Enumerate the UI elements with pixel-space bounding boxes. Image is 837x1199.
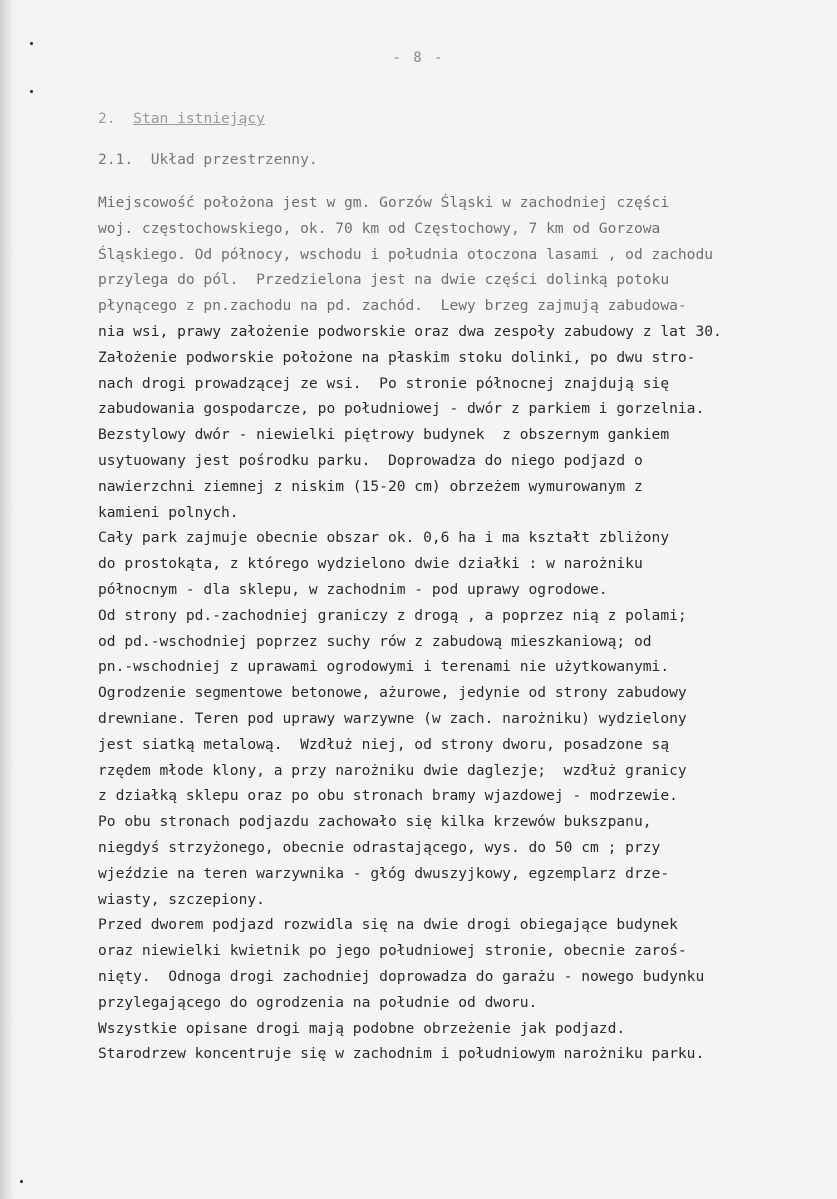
text-line: przylegającego do ogrodzenia na południe od dworu.	[98, 993, 538, 1011]
text-line: Ogrodzenie segmentowe betonowe, ażurowe, jedynie od strony zabudowy	[98, 684, 687, 702]
text-line: Miejscowość położona jest w gm. Gorzów Śląski w zachodniej części	[98, 194, 670, 211]
text-line: jest siatką metalową. Wzdłuż niej, od strony dworu, posadzone są	[98, 735, 670, 753]
text-line: płynącego z pn.zachodu na pd. zachód. Lewy brzeg zajmują zabudowa-	[98, 297, 687, 315]
text-line: nach drogi prowadzącej ze wsi. Po stronie północnej znajdują się	[98, 374, 670, 392]
text-line: Od strony pd.-zachodniej graniczy z drogą , a poprzez nią z polami;	[98, 606, 687, 624]
text-line: nawierzchni ziemnej z niskim (15-20 cm) obrzeżem wymurowanym z	[98, 477, 643, 495]
page-number: - 8 -	[392, 50, 445, 66]
text-line: nia wsi, prawy założenie podworskie oraz dwa zespoły zabudowy z lat 30.	[98, 322, 722, 340]
text-line: północnym - dla sklepu, w zachodnim - pod uprawy ogrodowe.	[98, 580, 608, 598]
text-line: nięty. Odnoga drogi zachodniej doprowadza do garażu - nowego budynku	[98, 967, 705, 985]
section-heading	[98, 110, 265, 127]
text-line: zabudowania gospodarcze, po południowej - dwór z parkiem i gorzelnia.	[98, 400, 705, 418]
text-line: Po obu stronach podjazdu zachowało się kilka krzewów bukszpanu,	[98, 813, 652, 831]
section-title: Stan istniejący	[133, 110, 265, 127]
scan-speck	[30, 90, 33, 93]
text-line: oraz niewielki kwietnik po jego południowej stronie, obecnie zaroś-	[98, 942, 687, 960]
text-line: od pd.-wschodniej poprzez suchy rów z zabudową mieszkaniową; od	[98, 632, 652, 650]
text-line: do prostokąta, z którego wydzielono dwie działki : w narożniku	[98, 555, 643, 573]
text-line: Przed dworem podjazd rozwidla się na dwie drogi obiegające budynek	[98, 916, 678, 934]
text-line: woj. częstochowskiego, ok. 70 km od Częstochowy, 7 km od Gorzowa	[98, 219, 661, 237]
text-line: Cały park zajmuje obecnie obszar ok. 0,6 ha i ma kształt zbliżony	[98, 529, 670, 547]
text-line: wjeździe na teren warzywnika - głóg dwuszyjkowy, egzemplarz drze-	[98, 864, 670, 882]
text-line: kamieni polnych.	[98, 503, 239, 521]
subsection-heading: 2.1. Układ przestrzenny.	[98, 151, 318, 168]
text-line: Śląskiego. Od północy, wschodu i południa otoczona lasami , od zachodu	[98, 245, 714, 263]
section-number: 2.	[98, 110, 116, 127]
text-line: Wszystkie opisane drogi mają podobne obrzeżenie jak podjazd.	[98, 1019, 626, 1037]
text-line: usytuowany jest pośrodku parku. Doprowadza do niego podjazd o	[98, 451, 643, 469]
scan-speck	[30, 42, 33, 45]
text-line: wiasty, szczepiony.	[98, 890, 265, 908]
text-line: Bezstylowy dwór - niewielki piętrowy budynek z obszernym gankiem	[98, 426, 670, 444]
text-line: Założenie podworskie położone na płaskim stoku dolinki, po dwu stro-	[98, 348, 696, 366]
scan-speck	[20, 1180, 23, 1183]
text-line: pn.-wschodniej z uprawami ogrodowymi i terenami nie użytkowanymi.	[98, 658, 670, 676]
text-line: z działką sklepu oraz po obu stronach bramy wjazdowej - modrzewie.	[98, 787, 678, 805]
text-line: niegdyś strzyżonego, obecnie odrastającego, wys. do 50 cm ; przy	[98, 838, 661, 856]
text-line: rzędem młode klony, a przy narożniku dwie daglezje; wzdłuż granicy	[98, 761, 687, 779]
text-line: Starodrzew koncentruje się w zachodnim i południowym narożniku parku.	[98, 1045, 705, 1063]
text-line: przylega do pól. Przedzielona jest na dwie części dolinką potoku	[98, 271, 670, 289]
text-line: drewniane. Teren pod uprawy warzywne (w zach. narożniku) wydzielony	[98, 709, 687, 727]
body-text	[98, 190, 828, 1067]
